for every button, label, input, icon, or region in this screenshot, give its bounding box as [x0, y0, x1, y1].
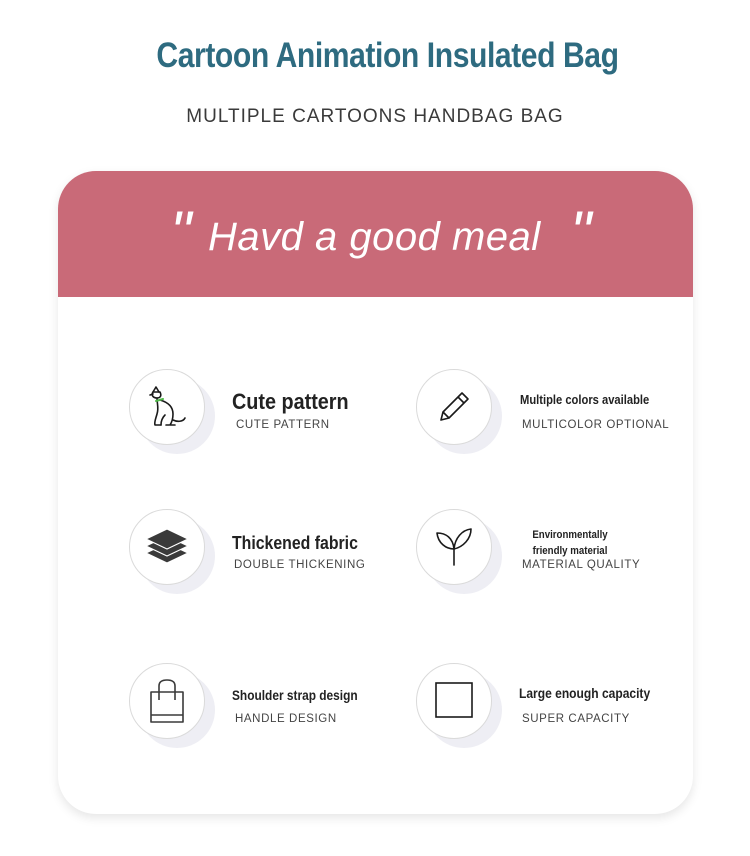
feature-subtitle: DOUBLE THICKENING	[234, 559, 366, 571]
feature-multiple-colors	[416, 369, 686, 459]
feature-title: Cute pattern	[232, 389, 349, 414]
feature-eco-material	[416, 509, 686, 599]
square-icon	[416, 663, 492, 739]
feature-title: Environmentally friendly material	[532, 529, 608, 557]
leaf-icon	[416, 509, 492, 585]
slogan-banner	[58, 171, 693, 297]
open-quote-mark: "	[170, 199, 192, 266]
feature-title: Large enough capacity	[519, 685, 651, 701]
page-title: Cartoon Animation Insulated Bag	[156, 36, 619, 75]
feature-subtitle: MULTICOLOR OPTIONAL	[522, 419, 670, 431]
feature-title: Shoulder strap design	[232, 687, 358, 703]
shopping-bag-icon	[129, 663, 205, 739]
feature-title: Thickened fabric	[232, 533, 358, 553]
feature-subtitle: CUTE PATTERN	[236, 419, 330, 431]
slogan-text: Havd a good meal	[208, 215, 541, 259]
page-subtitle: MULTIPLE CARTOONS HANDBAG BAG	[186, 106, 564, 127]
feature-cute-pattern	[129, 369, 389, 459]
pencil-icon	[416, 369, 492, 445]
feature-subtitle: MATERIAL QUALITY	[522, 559, 641, 571]
feature-subtitle: HANDLE DESIGN	[235, 713, 337, 725]
close-quote-mark: "	[570, 199, 592, 266]
feature-title: Multiple colors available	[520, 392, 650, 407]
dog-icon	[129, 369, 205, 445]
feature-shoulder-strap	[129, 663, 389, 753]
layers-icon	[129, 509, 205, 585]
feature-large-capacity	[416, 663, 686, 753]
feature-subtitle: SUPER CAPACITY	[522, 713, 630, 725]
feature-card	[58, 171, 693, 814]
feature-thickened-fabric	[129, 509, 389, 599]
